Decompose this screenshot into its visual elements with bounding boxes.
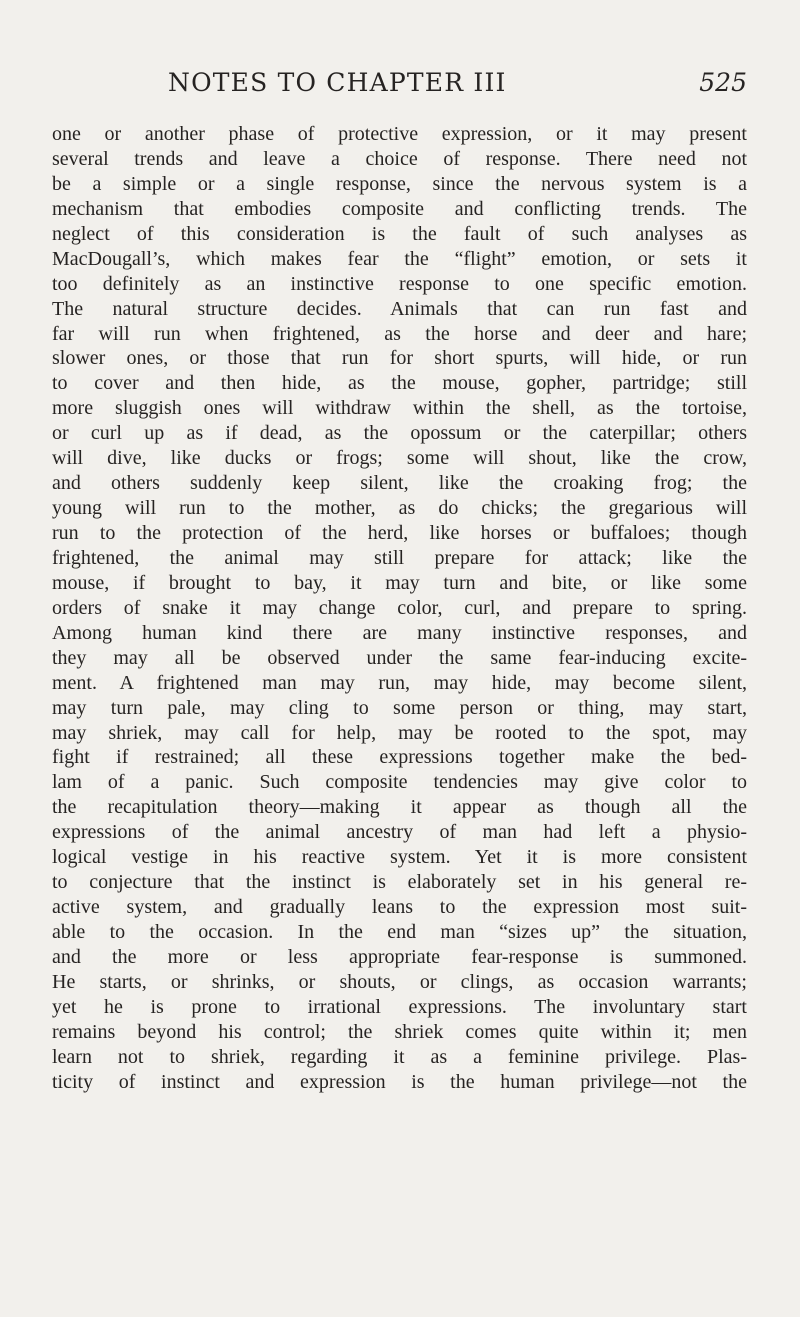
text-line: orders of snake it may change color, curl, and prepare to spring.	[52, 596, 747, 619]
text-line: ticity of instinct and expression is the human privilege—not the	[52, 1070, 747, 1093]
text-line: several trends and leave a choice of response. There need not	[52, 147, 747, 170]
running-head: NOTES TO CHAPTER III	[168, 68, 507, 97]
text-line: fight if restrained; all these expressions together make the bed-	[52, 746, 747, 769]
text-line: they may all be observed under the same fear-inducing excite-	[52, 646, 747, 669]
body-text	[52, 122, 747, 1095]
text-line: one or another phase of protective expression, or it may present	[52, 123, 747, 145]
text-line: active system, and gradually leans to the expression most suit-	[52, 896, 747, 919]
text-line: too definitely as an instinctive response to one specific emotion.	[52, 272, 747, 295]
text-line: frightened, the animal may still prepare for attack; like the	[52, 546, 747, 569]
text-line: He starts, or shrinks, or shouts, or clings, as occasion warrants;	[52, 970, 747, 993]
text-line: Among human kind there are many instinctive responses, and	[52, 621, 747, 644]
text-line: remains beyond his control; the shriek comes quite within it; men	[52, 1020, 747, 1043]
text-line: may shriek, may call for help, may be rooted to the spot, may	[52, 721, 747, 744]
text-line: learn not to shriek, regarding it as a feminine privilege. Plas-	[52, 1045, 747, 1068]
text-line: neglect of this consideration is the fault of such analyses as	[52, 222, 747, 245]
text-line: MacDougall’s, which makes fear the “flight” emotion, or sets it	[52, 247, 747, 270]
page-number: 525	[699, 68, 747, 97]
text-line: more sluggish ones will withdraw within the shell, as the tortoise,	[52, 397, 747, 420]
text-line: mouse, if brought to bay, it may turn and bite, or like some	[52, 571, 747, 594]
text-line: or curl up as if dead, as the opossum or the caterpillar; others	[52, 422, 747, 445]
text-line: slower ones, or those that run for short spurts, will hide, or run	[52, 347, 747, 370]
text-line: to cover and then hide, as the mouse, gopher, partridge; still	[52, 372, 747, 395]
text-line: The natural structure decides. Animals that can run fast and	[52, 297, 747, 320]
text-line: expressions of the animal ancestry of man had left a physio-	[52, 821, 747, 844]
text-line: and the more or less appropriate fear-response is summoned.	[52, 945, 747, 968]
text-line: may turn pale, may cling to some person or thing, may start,	[52, 696, 747, 719]
text-line: yet he is prone to irrational expressions. The involuntary start	[52, 995, 747, 1018]
text-line: be a simple or a single response, since the nervous system is a	[52, 172, 747, 195]
text-line: far will run when frightened, as the horse and deer and hare;	[52, 322, 747, 345]
text-line: mechanism that embodies composite and conflicting trends. The	[52, 197, 747, 220]
text-line: run to the protection of the herd, like horses or buffaloes; though	[52, 522, 747, 544]
text-line: young will run to the mother, as do chicks; the gregarious will	[52, 497, 747, 520]
text-line: ment. A frightened man may run, may hide, may become silent,	[52, 671, 747, 694]
text-line: able to the occasion. In the end man “sizes up” the situation,	[52, 921, 747, 943]
text-line: the recapitulation theory—making it appear as though all the	[52, 796, 747, 819]
text-line: and others suddenly keep silent, like the croaking frog; the	[52, 472, 747, 495]
text-line: to conjecture that the instinct is elaborately set in his general re-	[52, 871, 747, 894]
text-line: logical vestige in his reactive system. Yet it is more consistent	[52, 846, 747, 869]
page-header	[0, 66, 800, 100]
text-line: lam of a panic. Such composite tendencies may give color to	[52, 771, 747, 794]
text-line: will dive, like ducks or frogs; some will shout, like the crow,	[52, 447, 747, 470]
